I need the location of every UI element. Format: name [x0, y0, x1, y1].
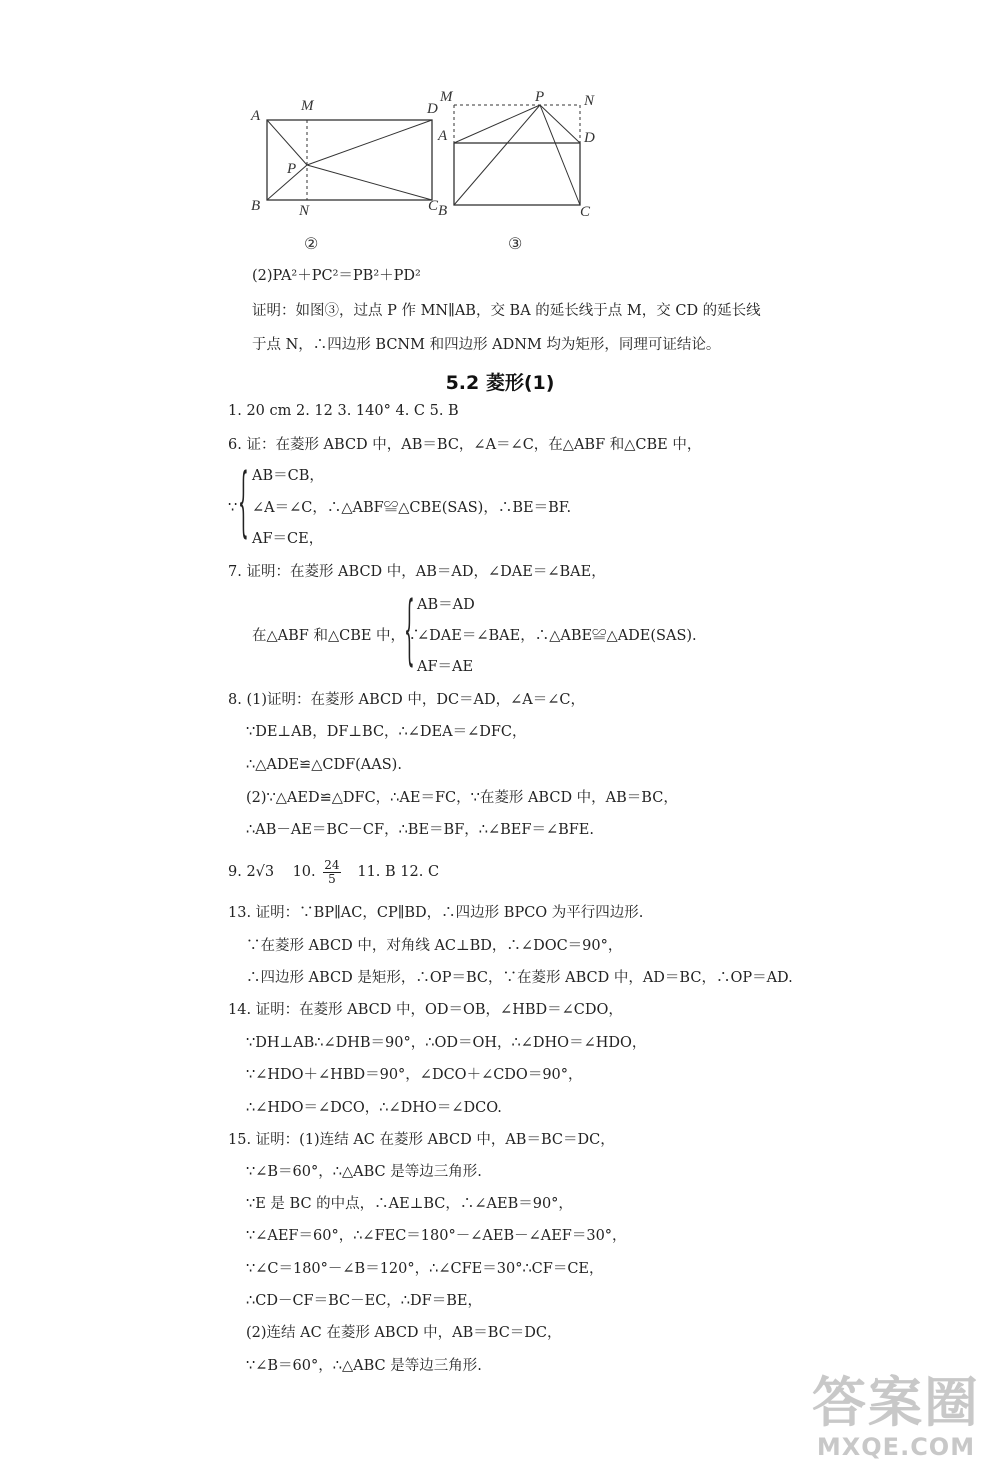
- q8-line-2: ∵DE⊥AB，DF⊥BC，∴∠DEA＝∠DFC，: [246, 724, 527, 740]
- q7-condition-1: AB＝AD: [417, 597, 475, 613]
- q15-line-4: ∵∠AEF＝60°，∴∠FEC＝180°－∠AEB－∠AEF＝30°，: [246, 1228, 627, 1244]
- segment-pc: [540, 105, 580, 205]
- q6-brace: {: [238, 462, 249, 549]
- segment-pd: [540, 105, 580, 143]
- figure-2-diagram: [245, 95, 455, 220]
- segment-pd: [307, 120, 432, 165]
- label-m: M: [440, 89, 453, 105]
- rectangle-abcd: [267, 120, 432, 200]
- label-a: A: [438, 128, 448, 144]
- q15-line-8: ∵∠B＝60°，∴△ABC 是等边三角形.: [246, 1358, 482, 1374]
- figure-3-diagram: [432, 85, 607, 220]
- label-m: M: [301, 98, 314, 114]
- q14-line-3: ∵∠HDO＋∠HBD＝90°，∠DCO＋∠CDO＝90°，: [246, 1067, 583, 1083]
- top-line-2: 证明：如图③，过点 P 作 MN∥AB，交 BA 的延长线于点 M，交 CD 的延长线: [252, 303, 761, 319]
- label-c: C: [580, 204, 591, 220]
- top-line-3: 于点 N，∴四边形 BCNM 和四边形 ADNM 均为矩形，同理可证结论。: [252, 337, 721, 353]
- q13-line-2: ∵在菱形 ABCD 中，对角线 AC⊥BD，∴∠DOC＝90°，: [246, 938, 623, 954]
- watermark: [812, 1373, 980, 1461]
- q6-because: ∵: [228, 500, 238, 516]
- top-line-1: (2)PA²＋PC²＝PB²＋PD²: [252, 268, 421, 284]
- figure-2: [245, 95, 455, 220]
- watermark-logo-text: 答案圈: [812, 1371, 980, 1434]
- q7-condition-2: ∠DAE＝∠BAE，∴△ABE≌△ADE(SAS).: [417, 628, 697, 644]
- q6-condition-3: AF＝CE，: [252, 531, 324, 547]
- rectangle-abcd: [454, 143, 580, 205]
- q15-line-5: ∵∠C＝180°－∠B＝120°，∴∠CFE＝30°∴CF＝CE，: [246, 1261, 604, 1277]
- answers-1-5: 1. 20 cm 2. 12 3. 140° 4. C 5. B: [228, 403, 459, 419]
- label-b: B: [438, 203, 448, 219]
- label-b: B: [251, 198, 261, 214]
- segment-pa: [267, 120, 307, 165]
- q13-line-3: ∴四边形 ABCD 是矩形，∴OP＝BC，∵在菱形 ABCD 中，AD＝BC，∴OP＝AD.: [246, 970, 793, 986]
- label-d: D: [427, 101, 438, 117]
- segment-pc: [307, 165, 432, 200]
- label-a: A: [251, 108, 261, 124]
- label-n: N: [584, 93, 595, 109]
- q7-condition-3: AF＝AE: [417, 659, 474, 675]
- fraction-numerator: 24: [324, 857, 340, 872]
- q7-prefix: 在△ABF 和△CBE 中，∵: [252, 628, 420, 644]
- q6-condition-1: AB＝CB，: [252, 468, 324, 484]
- label-n: N: [299, 203, 310, 219]
- q6-condition-2: ∠A＝∠C，∴△ABF≌△CBE(SAS)，∴BE＝BF.: [252, 500, 572, 516]
- fraction-denominator: 5: [328, 871, 336, 886]
- label-c: C: [428, 198, 439, 214]
- label-p: P: [287, 161, 297, 177]
- q8-line-4: (2)∵△AED≌△DFC，∴AE＝FC，∵在菱形 ABCD 中，AB＝BC，: [246, 790, 678, 806]
- answer-10-fraction: [323, 859, 340, 886]
- figure-2-number: ②: [304, 234, 319, 253]
- answer-10-label: 10.: [292, 864, 316, 880]
- label-d: D: [584, 130, 595, 146]
- answer-9: 9. 2√3: [228, 864, 275, 880]
- label-p: P: [535, 89, 545, 105]
- q8-line-1: 8. (1)证明：在菱形 ABCD 中，DC＝AD，∠A＝∠C，: [228, 692, 585, 708]
- q14-line-2: ∵DH⊥AB∴∠DHB＝90°，∴OD＝OH，∴∠DHO＝∠HDO，: [246, 1035, 647, 1051]
- q15-line-1: 15. 证明：(1)连结 AC 在菱形 ABCD 中，AB＝BC＝DC，: [228, 1132, 615, 1148]
- q14-line-1: 14. 证明：在菱形 ABCD 中，OD＝OB，∠HBD＝∠CDO，: [228, 1002, 623, 1018]
- q15-line-7: (2)连结 AC 在菱形 ABCD 中，AB＝BC＝DC，: [246, 1325, 562, 1341]
- q15-line-2: ∵∠B＝60°，∴△ABC 是等边三角形.: [246, 1164, 482, 1180]
- q15-line-3: ∵E 是 BC 的中点，∴AE⊥BC，∴∠AEB＝90°，: [246, 1196, 573, 1212]
- q15-line-6: ∴CD－CF＝BC－EC，∴DF＝BE，: [246, 1293, 482, 1309]
- watermark-url: MXQE.COM: [816, 1433, 976, 1461]
- answers-11-12: 11. B 12. C: [357, 864, 440, 880]
- q14-line-4: ∴∠HDO＝∠DCO，∴∠DHO＝∠DCO.: [246, 1100, 502, 1116]
- figure-3-number: ③: [508, 234, 523, 253]
- q13-line-1: 13. 证明：∵BP∥AC，CP∥BD，∴四边形 BPCO 为平行四边形.: [228, 905, 644, 921]
- q6-intro: 6. 证：在菱形 ABCD 中，AB＝BC，∠A＝∠C，在△ABF 和△CBE 中，: [228, 437, 702, 453]
- q7-intro: 7. 证明：在菱形 ABCD 中，AB＝AD，∠DAE＝∠BAE，: [228, 564, 606, 580]
- answers-9-12: [228, 852, 439, 892]
- section-title: 5.2 菱形(1): [445, 372, 555, 394]
- q8-line-3: ∴△ADE≌△CDF(AAS).: [246, 757, 402, 773]
- segment-pb: [454, 105, 540, 205]
- segment-pa: [454, 105, 540, 143]
- q7-brace: {: [404, 590, 415, 677]
- q8-line-5: ∴AB－AE＝BC－CF，∴BE＝BF，∴∠BEF＝∠BFE.: [246, 822, 594, 838]
- figure-3: [432, 85, 607, 220]
